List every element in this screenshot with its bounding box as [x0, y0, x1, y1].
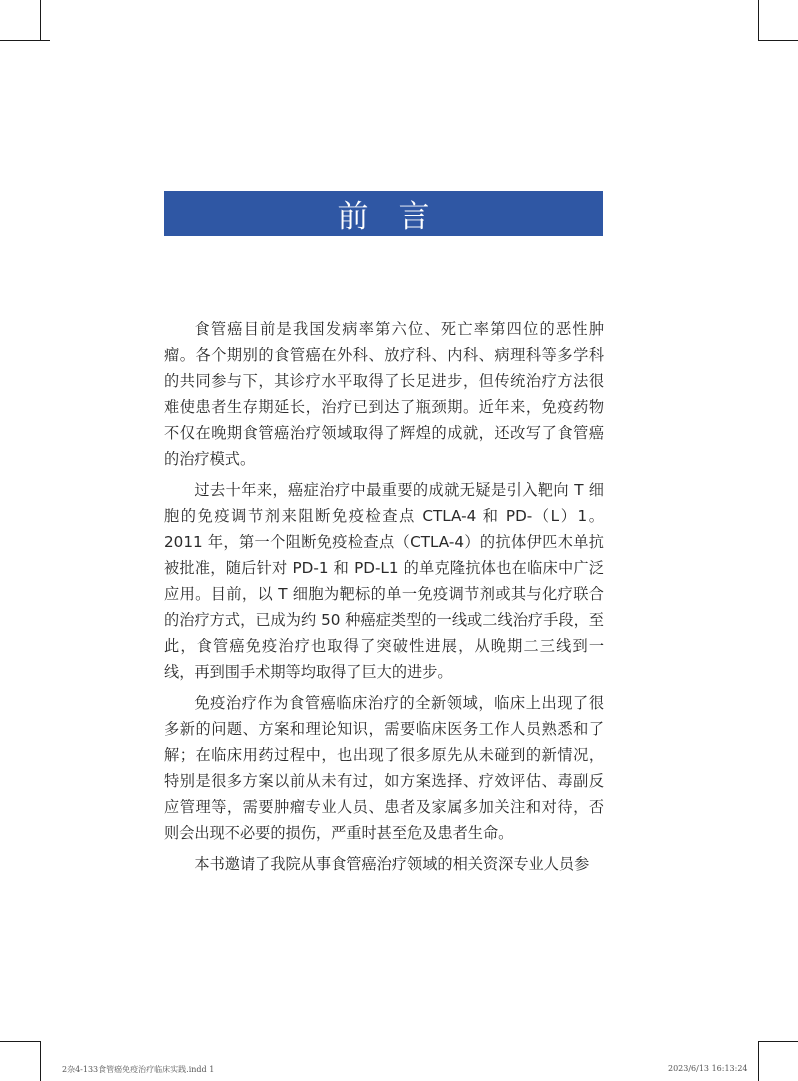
- preface-body: [164, 316, 604, 882]
- crop-mark-bottom-left-h: [0, 1041, 40, 1042]
- crop-mark-bottom-left-v: [40, 1041, 41, 1081]
- heading-bar: [164, 191, 603, 236]
- crop-mark-top-left-h2: [12, 40, 50, 41]
- paragraph: 过去十年来，癌症治疗中最重要的成就无疑是引入靶向 T 细胞的免疫调节剂来阻断免疫检查点 CTLA-4 和 PD-（L）1。2011 年，第一个阻断免疫检查点（CTLA-4）的抗体伊匹木单抗被批准，随后针对 PD-1 和 PD-L1 的单克隆抗体也在临床中广泛应用。目前，以 T 细胞为靶标的单一免疫调节剂或其与化疗联合的治疗方式，已成为约 50 种癌症类型的一线或二线治疗手段，至此，食管癌免疫治疗也取得了突破性进展，从晚期二三线到一线，再到围手术期等均取得了巨大的进步。: [164, 481, 604, 681]
- paragraph: 免疫治疗作为食管癌临床治疗的全新领域，临床上出现了很多新的问题、方案和理论知识，需要临床医务工作人员熟悉和了解；在临床用药过程中，也出现了很多原先从未碰到的新情况，特别是很多方案以前从未有过，如方案选择、疗效评估、毒副反应管理等，需要肿瘤专业人员、患者及家属多加关注和对待，否则会出现不必要的损伤，严重时甚至危及患者生命。: [164, 694, 604, 842]
- crop-mark-top-right-h: [758, 40, 798, 41]
- page-title: 前言: [337, 199, 460, 235]
- crop-mark-bottom-right-h: [758, 1041, 798, 1042]
- crop-mark-top-right-v: [758, 0, 759, 40]
- print-timestamp: 2023/6/13 16:13:24: [668, 1064, 748, 1073]
- crop-mark-bottom-right-v: [758, 1041, 759, 1081]
- paragraph: 本书邀请了我院从事食管癌治疗领域的相关资深专业人员参: [194, 855, 590, 873]
- file-slug: 2杂4-133食管癌免疫治疗临床实践.indd 1: [62, 1065, 215, 1074]
- crop-mark-top-left-v: [40, 0, 41, 40]
- paragraph: 食管癌目前是我国发病率第六位、死亡率第四位的恶性肿瘤。各个期别的食管癌在外科、放疗科、内科、病理科等多学科的共同参与下，其诊疗水平取得了长足进步，但传统治疗方法很难使患者生存期延长，治疗已到达了瓶颈期。近年来，免疫药物不仅在晚期食管癌治疗领域取得了辉煌的成就，还改写了食管癌的治疗模式。: [164, 320, 604, 468]
